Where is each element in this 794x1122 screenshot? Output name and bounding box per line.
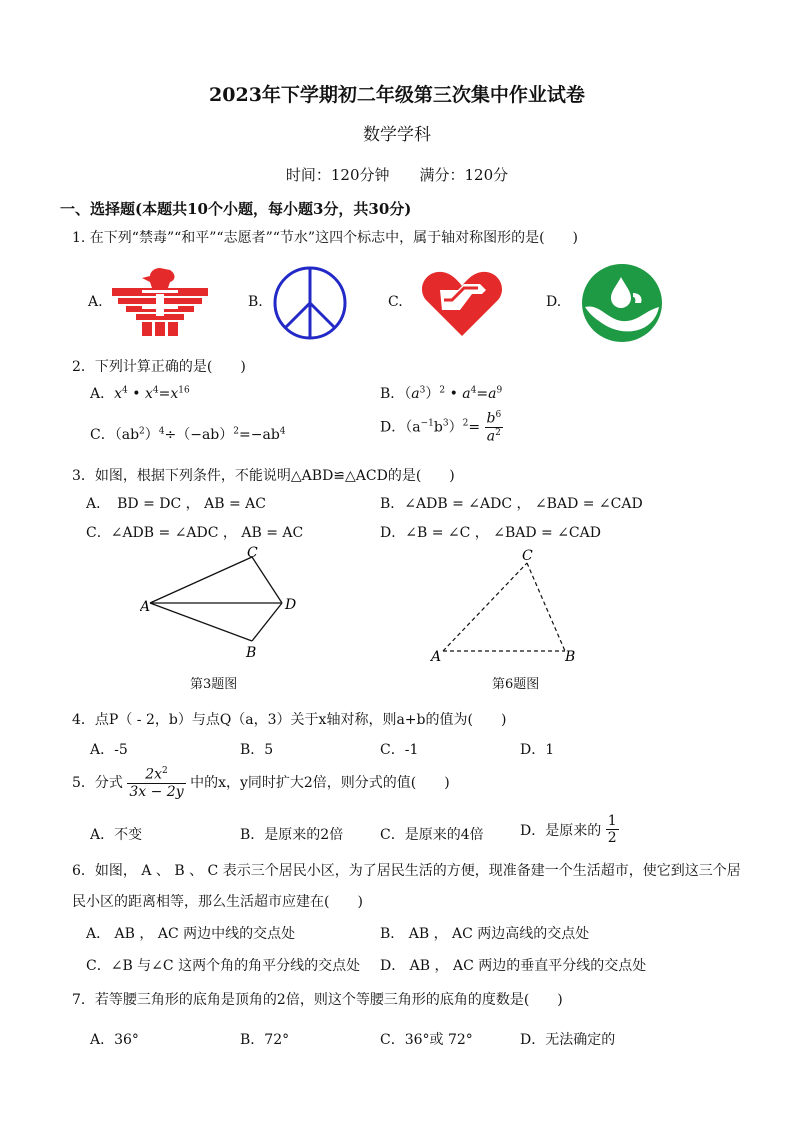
q5-option-d: D．是原来的 $\frac{1}{2}$ xyxy=(520,813,617,847)
q6-option-a: A． AB ， AC 两边中线的交点处 xyxy=(86,926,296,942)
fig3-point-c: C xyxy=(247,545,258,561)
q3-option-d: D．∠B = ∠C ， ∠BAD = ∠CAD xyxy=(380,525,601,541)
q5-fraction: $\frac{2x^2}{3x - 2y}$ xyxy=(129,766,184,800)
q3-option-a: A． BD = DC ， AB = AC xyxy=(86,496,266,512)
q1-option-d-label: D. xyxy=(546,294,562,310)
q7-option-c: C．36°或 72° xyxy=(380,1032,473,1048)
q5-stem: 5．分式 $\frac{2x^2}{3x - 2y}$ 中的x，y同时扩大2倍，则分式的值( ) xyxy=(72,766,450,800)
q5-option-a: A．不变 xyxy=(90,827,143,843)
q7-option-d: D．无法确定的 xyxy=(520,1032,616,1048)
q2-option-c: C．$(ab^2)^4\div(-ab)^2=-ab^4$ xyxy=(90,426,286,443)
fig3-point-b: B xyxy=(246,645,257,661)
q6-option-c: C．∠B 与∠C 这两个角的角平分线的交点处 xyxy=(86,958,361,974)
fig6-point-b: B xyxy=(565,649,576,665)
q4-option-b: B．5 xyxy=(240,742,274,758)
figure-q6-caption: 第6题图 xyxy=(492,677,540,692)
q1-option-a-label: A. xyxy=(88,294,103,310)
q5-d-fraction: $\frac{1}{2}$ xyxy=(607,813,617,847)
q1-stem: 1. 在下列“禁毒”“和平”“志愿者”“节水”这四个标志中，属于轴对称图形的是( ) xyxy=(72,230,578,246)
q1-option-b-label: B. xyxy=(248,294,263,310)
q6-option-d: D． AB ， AC 两边的垂直平分线的交点处 xyxy=(380,958,647,974)
q3-stem: 3．如图，根据下列条件，不能说明△ABD≌△ACD的是( ) xyxy=(72,468,455,484)
q6-line2: 民小区的距离相等，那么生活超市应建在( ) xyxy=(72,894,363,910)
q2-stem: 2．下列计算正确的是( ) xyxy=(72,359,246,375)
q2-option-d: D．$(a^{-1}b^3)^2=$ $\frac{b^6}{a^2}$ xyxy=(380,410,502,445)
q7-option-a: A．36° xyxy=(90,1032,139,1048)
fig6-point-a: A xyxy=(431,649,442,665)
q7-option-b: B．72° xyxy=(240,1032,290,1048)
fig3-point-d: D xyxy=(285,597,297,613)
q1-option-c-label: C. xyxy=(388,294,403,310)
q5-option-b: B．是原来的2倍 xyxy=(240,827,344,843)
figure-q3-caption: 第3题图 xyxy=(190,677,238,692)
water-saving-logo-icon xyxy=(581,263,663,343)
q4-option-d: D．1 xyxy=(520,742,555,758)
anti-drug-logo-icon xyxy=(112,266,208,338)
q4-option-a: A．-5 xyxy=(90,742,128,758)
fig6-point-c: C xyxy=(522,548,533,564)
figure-q3 xyxy=(140,545,310,663)
section-heading: 一、选择题(本题共10个小题，每小题3分，共30分) xyxy=(60,200,412,218)
q5-option-c: C．是原来的4倍 xyxy=(380,827,484,843)
q3-option-b: B．∠ADB = ∠ADC ， ∠BAD = ∠CAD xyxy=(380,496,643,512)
q7-stem: 7．若等腰三角形的底角是顶角的2倍，则这个等腰三角形的底角的度数是( ) xyxy=(72,992,563,1008)
q3-option-c: C．∠ADB = ∠ADC ， AB = AC xyxy=(86,525,304,541)
q2-option-a: A．$x^4$ • $x^4=x^{16}$ xyxy=(90,385,190,402)
q2-d-fraction: $\frac{b^6}{a^2}$ xyxy=(486,410,502,445)
volunteer-logo-icon xyxy=(420,266,504,340)
exam-info: 时间：120分钟 满分：120分 xyxy=(285,166,509,184)
q6-line1: 6．如图， A 、 B 、 C 表示三个居民小区，为了居民生活的方便，现准备建一个生活超市，使它到这三个居 xyxy=(72,863,741,879)
subject-title: 数学学科 xyxy=(363,125,431,145)
q2-option-b: B．$(a^3)^2$ • $a^4=a^9$ xyxy=(380,385,503,402)
figure-q6 xyxy=(425,545,585,665)
exam-title: 2023年下学期初二年级第三次集中作业试卷 xyxy=(209,84,585,106)
fig3-point-a: A xyxy=(140,599,151,615)
peace-logo-icon xyxy=(272,265,348,341)
q4-stem: 4．点P（ - 2，b）与点Q（a，3）关于x轴对称，则a+b的值为( ) xyxy=(72,712,507,728)
q6-option-b: B． AB ， AC 两边高线的交点处 xyxy=(380,926,590,942)
q4-option-c: C．-1 xyxy=(380,742,419,758)
